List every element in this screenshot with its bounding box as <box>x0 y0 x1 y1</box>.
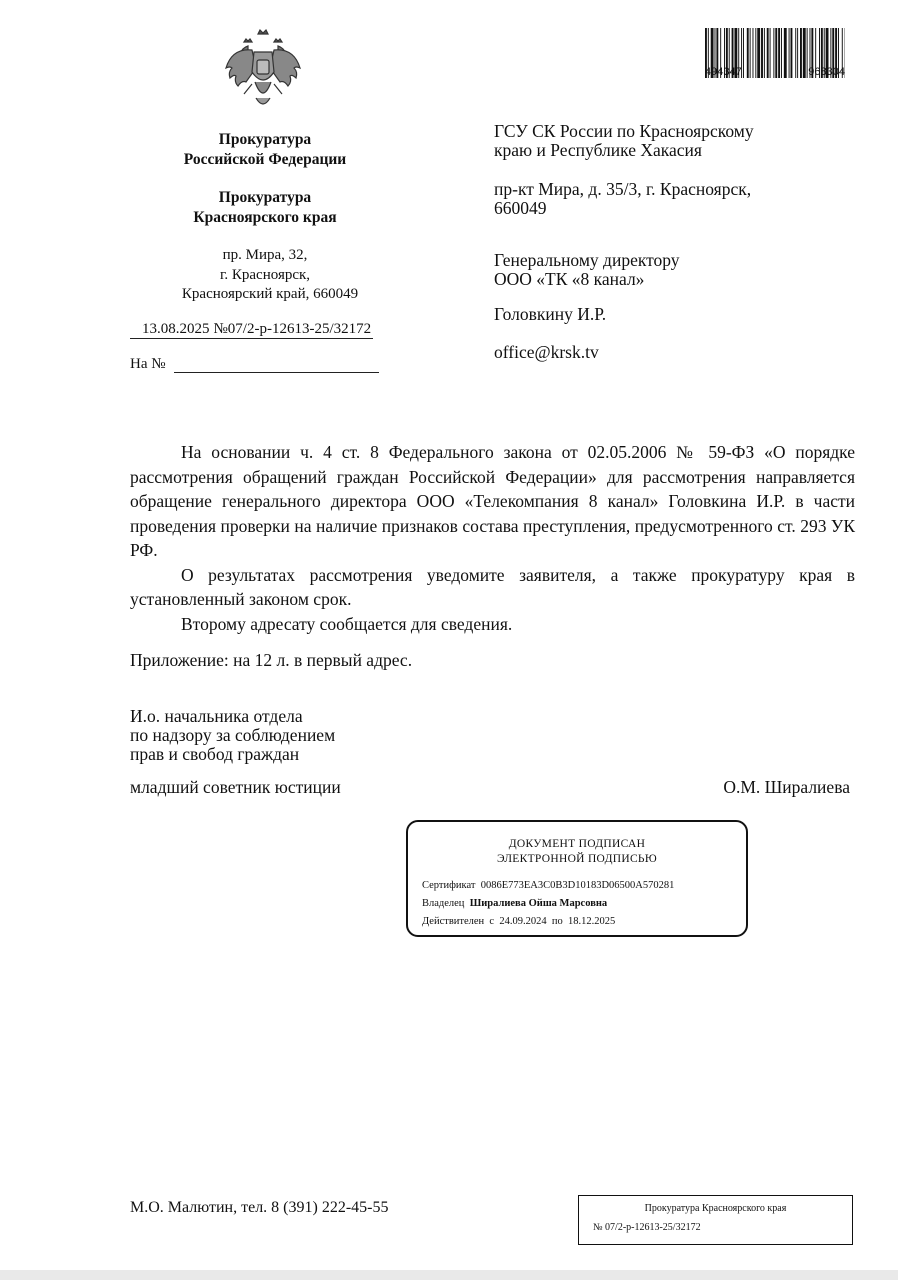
registration-number: № 07/2-р-12613-25/32172 <box>593 1222 701 1233</box>
stamp-heading-2: ЭЛЕКТРОННОЙ ПОДПИСЬЮ <box>497 853 657 865</box>
stamp-cert-value: 0086E773EA3C0B3D10183D06500A570281 <box>480 880 675 891</box>
barcode-left-digits: 494347 <box>705 66 742 78</box>
addressee-1-address <box>494 180 751 218</box>
stamp-valid-to-prefix: по <box>551 916 563 927</box>
reference-line <box>130 356 379 373</box>
registration-box <box>578 1195 853 1245</box>
addressee-1-address-line1: пр-кт Мира, д. 35/3, г. Красноярск, <box>494 179 752 199</box>
addressee-1-address-line2: 660049 <box>494 198 547 218</box>
addressee-2-email: office@krsk.tv <box>494 342 599 362</box>
russian-coat-of-arms-icon <box>222 28 304 114</box>
stamp-valid-label: Действителен <box>422 916 485 927</box>
org-line2: Российской Федерации <box>183 151 347 168</box>
letter-body <box>130 440 855 636</box>
body-paragraph-1: На основании ч. 4 ст. 8 Федерального закона от 02.05.2006 № 59-ФЗ «О порядке рассмотрения обращений граждан Российской Федерации» для рассмотрения направляется обращение генерального директора ООО «Телекомпания 8 канал» Головкина И.Р. в части проведения проверки на наличие признаков состава преступления, предусмотренного ст. 293 УК РФ. <box>130 442 855 560</box>
reference-blank <box>174 356 379 373</box>
registration-line <box>130 321 430 339</box>
address-line1: пр. Мира, 32, <box>222 247 308 263</box>
org-line1: Прокуратура <box>218 131 312 148</box>
signer-rank: младший советник юстиции <box>130 777 341 797</box>
page-bottom-edge <box>0 1270 898 1280</box>
addressee-2-line2: ООО «ТК «8 канал» <box>494 269 645 289</box>
signer-position-line3: прав и свобод граждан <box>130 744 300 764</box>
addressee-2 <box>494 251 680 289</box>
address-line3: Красноярский край, 660049 <box>181 286 359 302</box>
executor-contact: М.О. Малютин, тел. 8 (391) 222-45-55 <box>130 1199 389 1216</box>
addressee-2-line1: Генеральному директору <box>494 250 680 270</box>
org-sub-line2: Красноярского края <box>193 209 337 226</box>
stamp-valid-to: 18.12.2025 <box>567 916 616 927</box>
signer-position <box>130 707 335 764</box>
stamp-valid-from-prefix: с <box>489 916 495 927</box>
stamp-owner-label: Владелец <box>422 898 465 909</box>
stamp-validity <box>422 916 615 927</box>
address-line2: г. Красноярск, <box>219 266 311 283</box>
barcode-right-digits: 968304 <box>808 66 845 78</box>
appendix-note: Приложение: на 12 л. в первый адрес. <box>130 650 413 670</box>
body-paragraph-2: О результатах рассмотрения уведомите заявителя, а также прокуратуру края в установленный законом срок. <box>130 564 855 609</box>
registration-org: Прокуратура Красноярского края <box>644 1203 787 1214</box>
stamp-cert-label: Сертификат <box>422 880 476 891</box>
stamp-owner-value: Ширалиева Ойша Марсовна <box>469 898 608 909</box>
signer-position-line2: по надзору за соблюдением <box>130 725 336 745</box>
reference-label: На № <box>130 356 166 372</box>
electronic-signature-stamp <box>406 820 748 937</box>
stamp-valid-from: 24.09.2024 <box>499 916 547 927</box>
barcode-digits <box>705 66 845 78</box>
addressee-1-line2: краю и Республике Хакасия <box>494 140 702 160</box>
addressee-1-line1: ГСУ СК России по Красноярскому <box>494 121 754 141</box>
org-sub-line1: Прокуратура <box>218 189 312 206</box>
stamp-owner <box>422 898 607 909</box>
stamp-heading-1: ДОКУМЕНТ ПОДПИСАН <box>508 838 646 850</box>
document-number: №07/2-р-12613-25/32172 <box>213 321 372 337</box>
sender-address <box>130 246 400 305</box>
org-subdivision <box>130 188 400 228</box>
addressee-2-name: Головкину И.Р. <box>494 304 607 324</box>
signer-position-line1: И.о. начальника отдела <box>130 706 303 726</box>
document-date: 13.08.2025 <box>130 321 212 339</box>
body-paragraph-3: Второму адресату сообщается для сведения. <box>181 613 513 634</box>
signer-name: О.М. Ширалиева <box>723 777 850 797</box>
addressee-1 <box>494 122 754 160</box>
org-name <box>130 130 400 170</box>
stamp-certificate <box>422 880 674 891</box>
